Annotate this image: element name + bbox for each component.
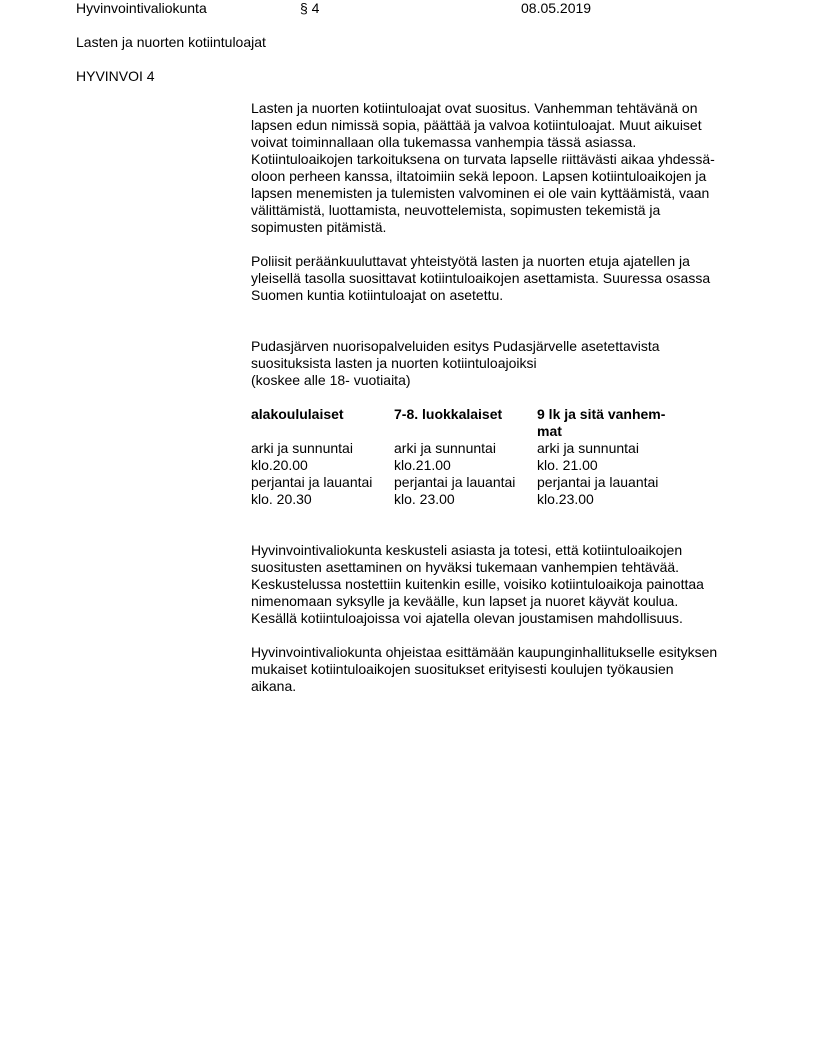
weekday-label: arki ja sunnuntai <box>251 440 353 456</box>
document-title: Lasten ja nuorten kotiintuloajat <box>76 34 266 50</box>
recommendation-column <box>537 406 680 508</box>
weekend-label: perjantai ja lauantai <box>537 474 659 490</box>
text-line: suositusten asettaminen on hyväksi tukemaan vanhempien tehtävää. <box>251 559 680 575</box>
text-line: lapsen menemisten ja tulemisten valvominen ei ole vain kyttäämistä, vaan <box>251 185 710 201</box>
weekend-time: klo. 20.30 <box>251 491 312 507</box>
text-line: sopimusten pitämistä. <box>251 219 387 235</box>
text-line: Poliisit peräänkuuluttavat yhteistyötä lasten ja nuorten etuja ajatellen ja <box>251 253 690 269</box>
paragraph-decision <box>251 644 751 695</box>
paragraph-intro <box>251 100 751 236</box>
column-heading: 7-8. luokkalaiset <box>394 406 503 422</box>
weekend-label: perjantai ja lauantai <box>251 474 373 490</box>
text-line: aikana. <box>251 678 297 694</box>
text-line: nimenomaan syksylle ja keväälle, kun lapset ja nuoret käyvät koulua. <box>251 593 679 609</box>
column-heading-continued: mat <box>537 423 562 439</box>
text-line: Pudasjärven nuorisopalveluiden esitys Pudasjärvelle asetettavista <box>251 338 660 354</box>
header-date: 08.05.2019 <box>521 0 592 16</box>
text-line: yleisellä tasolla suosittavat kotiintuloaikojen asettamista. Suuressa osassa <box>251 270 711 286</box>
recommendation-table <box>251 406 751 508</box>
weekday-label: arki ja sunnuntai <box>394 440 496 456</box>
weekend-label: perjantai ja lauantai <box>394 474 516 490</box>
text-line: Kotiintuloaikojen tarkoituksena on turvata lapselle riittävästi aikaa yhdessä- <box>251 151 715 167</box>
text-line: Lasten ja nuorten kotiintuloajat ovat suositus. Vanhemman tehtävänä on <box>251 100 698 116</box>
header-section-number: § 4 <box>300 0 320 16</box>
column-heading: 9 lk ja sitä vanhem- <box>537 406 666 422</box>
text-line: (koskee alle 18- vuotiaita) <box>251 372 411 388</box>
text-line: välittämistä, luottamista, neuvottelemista, sopimusten tekemistä ja <box>251 202 661 218</box>
weekday-time: klo.21.00 <box>394 457 451 473</box>
weekday-time: klo.20.00 <box>251 457 308 473</box>
recommendation-column <box>394 406 537 508</box>
weekend-time: klo.23.00 <box>537 491 594 507</box>
text-line: Hyvinvointivaliokunta ohjeistaa esittämään kaupunginhallitukselle esityksen <box>251 644 718 660</box>
text-line: Suomen kuntia kotiintuloajat on asetettu. <box>251 287 504 303</box>
column-heading: alakoululaiset <box>251 406 344 422</box>
text-line: suosituksista lasten ja nuorten kotiintuloajoiksi <box>251 355 537 371</box>
paragraph-police <box>251 253 751 304</box>
weekday-label: arki ja sunnuntai <box>537 440 639 456</box>
text-line: Kesällä kotiintuloajoissa voi ajatella olevan joustamisen mahdollisuus. <box>251 610 683 626</box>
document-body <box>251 100 751 695</box>
text-line: lapsen edun nimissä sopia, päättää ja valvoa kotiintuloajat. Muut aikuiset <box>251 117 702 133</box>
text-line: mukaiset kotiintuloaikojen suositukset erityisesti koulujen työkausien <box>251 661 674 677</box>
header-organ: Hyvinvointivaliokunta <box>76 0 207 16</box>
weekend-time: klo. 23.00 <box>394 491 455 507</box>
text-line: voivat toiminnallaan olla tukemassa vanhempia tässä asiassa. <box>251 134 637 150</box>
text-line: Keskustelussa nostettiin kuitenkin esille, voisiko kotiintuloaikoja painottaa <box>251 576 704 592</box>
document-code: HYVINVOI 4 <box>76 68 155 84</box>
recommendation-column <box>251 406 394 508</box>
paragraph-proposal <box>251 338 751 389</box>
paragraph-discussion <box>251 542 751 627</box>
text-line: Hyvinvointivaliokunta keskusteli asiasta ja totesi, että kotiintuloaikojen <box>251 542 683 558</box>
text-line: oloon perheen kanssa, iltatoimiin sekä lepoon. Lapsen kotiintuloaikojen ja <box>251 168 707 184</box>
weekday-time: klo. 21.00 <box>537 457 598 473</box>
